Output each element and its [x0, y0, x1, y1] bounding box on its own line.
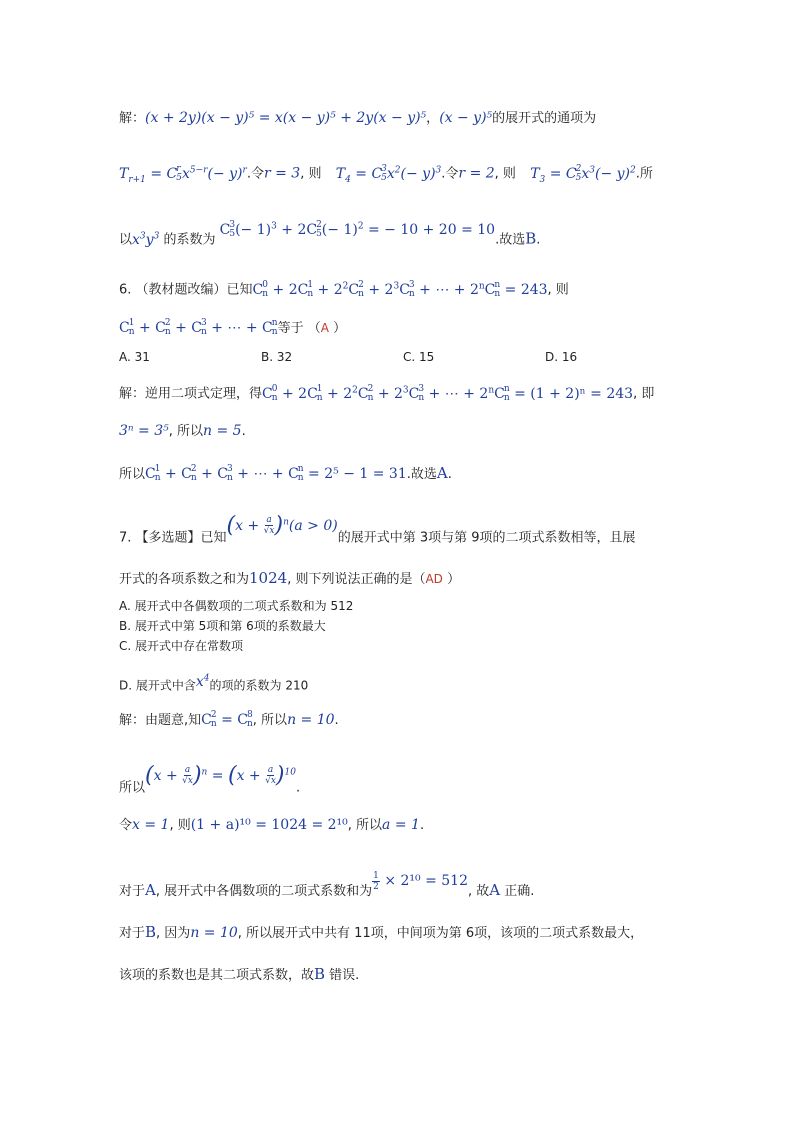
question-6-label: 6. （教材题改编）已知	[119, 282, 253, 298]
q6-sum-expression: C 0 n + 2C 1 n + $2^2C$ 2 n + $2^3C$ 3 n + ⋯ + $2^nC$ n n = 243	[252, 279, 548, 299]
question-7-label: 7. 【多选题】已知	[119, 530, 227, 546]
solution-6-line-3: 所以C 1 n + C 2 n + C 3 n + ⋯ + C n n = 2⁵ − 1 = 31.故选A.	[119, 464, 452, 483]
solution-line-1: 解：(x + 2y)(x − y)⁵ = x(x − y)⁵ + 2y(x − y)⁵，(x − y)⁵的展开式的通项为	[119, 110, 597, 126]
question-6-options	[119, 347, 687, 367]
question-7-line-2: 开式的各项系数之和为1024, 则下列说法正确的是（AD ）	[119, 569, 461, 587]
q7-binomial: (x + $\frac{a}{√x}$ )$^n$(a > 0)	[226, 512, 338, 538]
q6-answer: A	[320, 321, 329, 335]
question-6-line-2: C 1 n + C 2 n + C 3 n + ⋯ + C n n 等于 （A ）	[119, 318, 347, 337]
q7-option-c: C. 展开式中存在常数项	[119, 639, 244, 653]
q6-option-d: D. 16	[545, 350, 578, 364]
solution-7-line-5: 对于B, 因为n = 10, 所以展开式中共有 11项，中间项为第 6项，该项的二项式系数最大，	[119, 923, 644, 941]
q7-answer: AD	[425, 572, 443, 586]
s7-binomial-equality: C 2 n = C 8 n	[201, 710, 253, 729]
s6-result-expression: C 1 n + C 2 n + C 3 n + ⋯ + C n n = 2⁵ − 1 = 31	[145, 464, 407, 483]
q6-option-b: B. 32	[261, 350, 293, 364]
q7-option-d: D. 展开式中含$x^4$的项的系数为 210	[119, 673, 309, 693]
term-t3: $T_3 = C$ 2 5 $x^3(- y)^2$	[530, 163, 636, 185]
solution-line-2: $T_{r+1} = C$ r 5 $x^{5-r}(- y)^r$.令r = 3, 则 $T_4 = C$ 3 5 $x^2(- y)^3$.令r = 2, 则 $T_3 = C$ 2 5 $x^3(- y)^2$.所	[119, 163, 653, 185]
q6-target-expression: C 1 n + C 2 n + C 3 n + ⋯ + C n n	[119, 318, 278, 337]
q6-option-c: C. 15	[403, 350, 435, 364]
question-6-line-1: 6. （教材题改编）已知C 0 n + 2C 1 n + $2^2C$ 2 n + $2^3C$ 3 n + ⋯ + $2^nC$ n n = 243, 则	[119, 279, 569, 299]
solution-7-line-1: 解：由题意,知C 2 n = C 8 n , 所以n = 10.	[119, 710, 339, 729]
q7-option-b: B. 展开式中第 5项和第 6项的系数最大	[119, 619, 326, 633]
q6-option-a: A. 31	[119, 350, 150, 364]
solution-7-line-2: 所以(x + $\frac{a}{√x}$ )$^n$ = (x + $\frac{a}{√x}$ )$^{10}$.	[119, 762, 301, 796]
question-7-line-1: 7. 【多选题】已知(x + $\frac{a}{√x}$ )$^n$(a > 0)的展开式中第 3项与第 9项的二项式系数相等，且展	[119, 512, 636, 546]
s6-sum-expression: C 0 n + 2C 1 n + $2^2C$ 2 n + $2^3C$ 3 n + ⋯ + $2^nC$ n n = (1 + 2)ⁿ = 243	[262, 383, 634, 403]
binomial-term: (x − y)⁵	[439, 110, 493, 126]
solution-6-line-2: 3ⁿ = 3⁵, 所以n = 5.	[119, 423, 246, 439]
answer-a: A	[436, 464, 448, 482]
x3y3-term: $x^3y^3$	[132, 231, 160, 248]
solution-7-line-4: 对于A, 展开式中各偶数项的二项式系数和为 $\frac{1}{2}$ × 2¹⁰ = 512, 故A 正确.	[119, 870, 535, 899]
term-t4: $T_4 = C$ 3 5 $x^2(- y)^3$	[335, 163, 442, 185]
expansion-identity: (x + 2y)(x − y)⁵ = x(x − y)⁵ + 2y(x − y)⁵	[145, 110, 427, 126]
q7-option-a: A. 展开式中各偶数项的二项式系数和为 512	[119, 599, 354, 613]
s7-half-sum: $\frac{1}{2}$ × 2¹⁰ = 512	[373, 870, 468, 892]
solution-6-line-1: 解：逆用二项式定理，得C 0 n + 2C 1 n + $2^2C$ 2 n + $2^3C$ 3 n + ⋯ + $2^nC$ n n = (1 + 2)ⁿ = 243, 即	[119, 383, 655, 403]
coefficient-calc: C 3 5 (− 1)$^3$ + 2C 2 5 (− 1)$^2$ = − 10 + 20 = 10	[219, 219, 496, 239]
solution-line-3: 以$x^3y^3$ 的系数为 C 3 5 (− 1)$^3$ + 2C 2 5 (− 1)$^2$ = − 10 + 20 = 10.故选B.	[119, 219, 541, 248]
s7-binomial-expression: (x + $\frac{a}{√x}$ )$^n$ = (x + $\frac{a}{√x}$ )$^{10}$	[145, 762, 296, 788]
solution-7-line-6: 该项的系数也是其二项式系数，故B 错误.	[119, 965, 360, 983]
answer-b: B	[525, 229, 537, 248]
solution-7-line-3: 令x = 1, 则(1 + a)¹⁰ = 1024 = 2¹⁰, 所以a = 1.	[119, 817, 425, 833]
general-term-formula: $T_{r+1} = C$ r 5 $x^{5-r}(- y)^r$	[119, 163, 247, 185]
solution-label: 解：	[119, 111, 146, 126]
